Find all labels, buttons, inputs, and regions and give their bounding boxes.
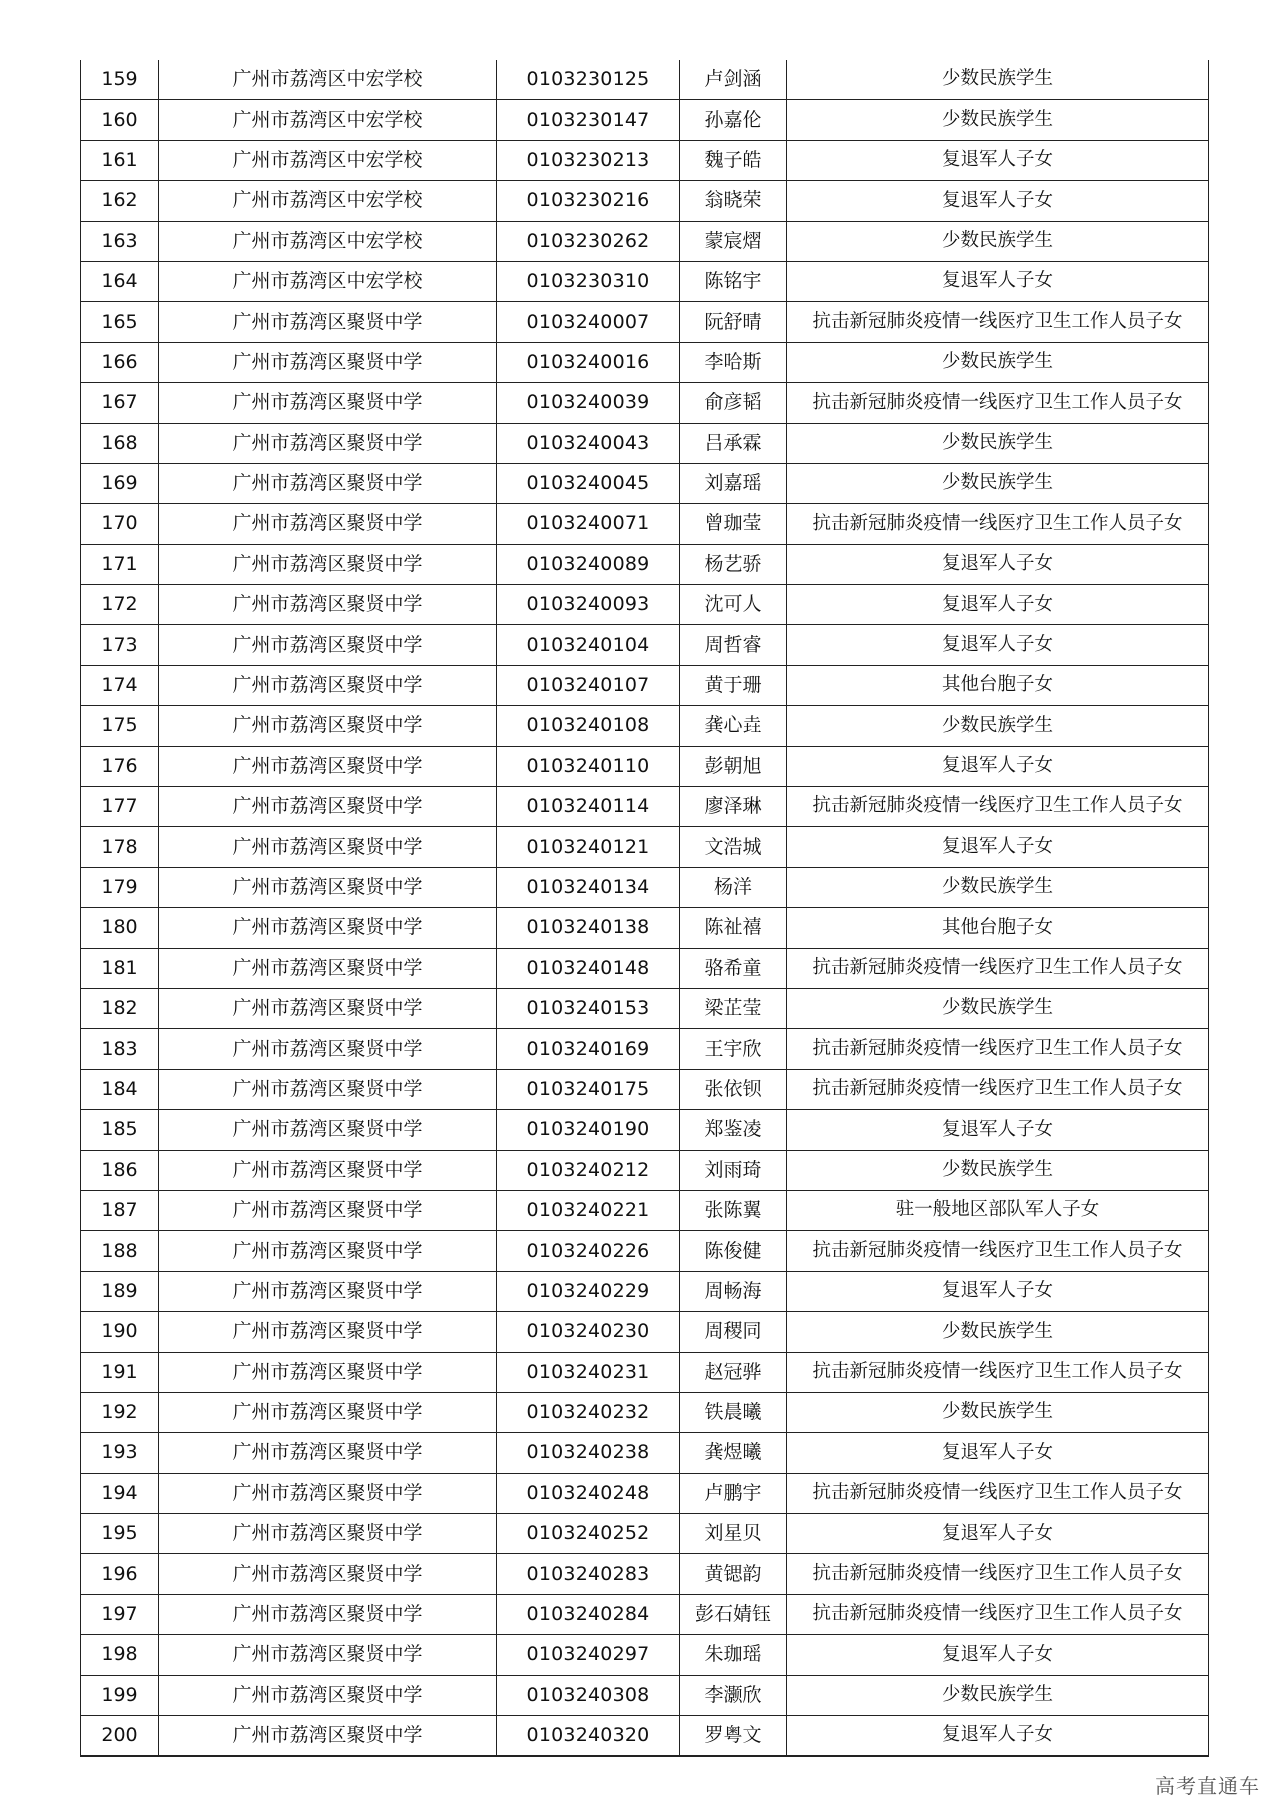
row-index-cell: 194	[81, 1473, 159, 1513]
student-name-cell: 彭石婧钰	[680, 1594, 787, 1634]
table-row	[81, 1554, 1209, 1594]
category-cell: 抗击新冠肺炎疫情一线医疗卫生工作人员子女	[787, 1352, 1209, 1392]
category-cell: 抗击新冠肺炎疫情一线医疗卫生工作人员子女	[787, 787, 1209, 827]
school-cell: 广州市荔湾区聚贤中学	[159, 463, 497, 503]
school-cell: 广州市荔湾区聚贤中学	[159, 1716, 497, 1757]
school-cell: 广州市荔湾区聚贤中学	[159, 665, 497, 705]
school-cell: 广州市荔湾区聚贤中学	[159, 1473, 497, 1513]
school-cell: 广州市荔湾区聚贤中学	[159, 908, 497, 948]
category-cell: 抗击新冠肺炎疫情一线医疗卫生工作人员子女	[787, 1473, 1209, 1513]
row-index-cell: 188	[81, 1231, 159, 1271]
school-cell: 广州市荔湾区中宏学校	[159, 60, 497, 100]
student-name-cell: 陈祉禧	[680, 908, 787, 948]
table-row	[81, 544, 1209, 584]
table-row	[81, 746, 1209, 786]
student-name-cell: 周畅海	[680, 1271, 787, 1311]
table-row	[81, 908, 1209, 948]
school-cell: 广州市荔湾区聚贤中学	[159, 1554, 497, 1594]
table-row	[81, 221, 1209, 261]
student-name-cell: 刘星贝	[680, 1514, 787, 1554]
category-cell: 抗击新冠肺炎疫情一线医疗卫生工作人员子女	[787, 1069, 1209, 1109]
table-row	[81, 625, 1209, 665]
category-cell: 其他台胞子女	[787, 908, 1209, 948]
exam-number-cell: 0103240190	[497, 1110, 680, 1150]
category-cell: 其他台胞子女	[787, 665, 1209, 705]
table-row	[81, 261, 1209, 301]
row-index-cell: 178	[81, 827, 159, 867]
exam-number-cell: 0103240134	[497, 867, 680, 907]
school-cell: 广州市荔湾区聚贤中学	[159, 302, 497, 342]
category-cell: 少数民族学生	[787, 423, 1209, 463]
school-cell: 广州市荔湾区聚贤中学	[159, 1110, 497, 1150]
exam-number-cell: 0103240175	[497, 1069, 680, 1109]
row-index-cell: 182	[81, 988, 159, 1028]
exam-number-cell: 0103240093	[497, 585, 680, 625]
school-cell: 广州市荔湾区聚贤中学	[159, 1069, 497, 1109]
table-row	[81, 988, 1209, 1028]
table-row	[81, 1675, 1209, 1715]
exam-number-cell: 0103240231	[497, 1352, 680, 1392]
exam-number-cell: 0103240107	[497, 665, 680, 705]
exam-number-cell: 0103230147	[497, 100, 680, 140]
exam-number-cell: 0103240308	[497, 1675, 680, 1715]
table-row	[81, 867, 1209, 907]
exam-number-cell: 0103240226	[497, 1231, 680, 1271]
school-cell: 广州市荔湾区聚贤中学	[159, 948, 497, 988]
table-row	[81, 423, 1209, 463]
table-row	[81, 1635, 1209, 1675]
table-row	[81, 665, 1209, 705]
row-index-cell: 197	[81, 1594, 159, 1634]
exam-number-cell: 0103240229	[497, 1271, 680, 1311]
exam-number-cell: 0103240232	[497, 1392, 680, 1432]
student-name-cell: 杨艺骄	[680, 544, 787, 584]
category-cell: 复退军人子女	[787, 827, 1209, 867]
school-cell: 广州市荔湾区聚贤中学	[159, 867, 497, 907]
student-name-cell: 文浩城	[680, 827, 787, 867]
row-index-cell: 168	[81, 423, 159, 463]
student-name-cell: 李哈斯	[680, 342, 787, 382]
exam-number-cell: 0103240248	[497, 1473, 680, 1513]
student-name-cell: 吕承霖	[680, 423, 787, 463]
school-cell: 广州市荔湾区聚贤中学	[159, 504, 497, 544]
roster-body	[81, 60, 1209, 1756]
category-cell: 复退军人子女	[787, 585, 1209, 625]
category-cell: 少数民族学生	[787, 706, 1209, 746]
row-index-cell: 159	[81, 60, 159, 100]
exam-number-cell: 0103240230	[497, 1312, 680, 1352]
table-row	[81, 342, 1209, 382]
table-row	[81, 181, 1209, 221]
exam-number-cell: 0103240252	[497, 1514, 680, 1554]
school-cell: 广州市荔湾区聚贤中学	[159, 342, 497, 382]
school-cell: 广州市荔湾区中宏学校	[159, 100, 497, 140]
student-name-cell: 杨洋	[680, 867, 787, 907]
exam-number-cell: 0103240110	[497, 746, 680, 786]
watermark-text: 高考直通车	[1155, 1774, 1260, 1798]
table-row	[81, 1150, 1209, 1190]
student-name-cell: 铁晨曦	[680, 1392, 787, 1432]
category-cell: 抗击新冠肺炎疫情一线医疗卫生工作人员子女	[787, 302, 1209, 342]
exam-number-cell: 0103230310	[497, 261, 680, 301]
table-row	[81, 1392, 1209, 1432]
category-cell: 抗击新冠肺炎疫情一线医疗卫生工作人员子女	[787, 1594, 1209, 1634]
table-row	[81, 1110, 1209, 1150]
table-row	[81, 1473, 1209, 1513]
category-cell: 抗击新冠肺炎疫情一线医疗卫生工作人员子女	[787, 1029, 1209, 1069]
student-roster-table	[80, 60, 1209, 1757]
row-index-cell: 165	[81, 302, 159, 342]
school-cell: 广州市荔湾区聚贤中学	[159, 1029, 497, 1069]
student-name-cell: 廖泽琳	[680, 787, 787, 827]
school-cell: 广州市荔湾区中宏学校	[159, 140, 497, 180]
table-row	[81, 827, 1209, 867]
category-cell: 复退军人子女	[787, 140, 1209, 180]
school-cell: 广州市荔湾区聚贤中学	[159, 1433, 497, 1473]
table-row	[81, 1352, 1209, 1392]
school-cell: 广州市荔湾区聚贤中学	[159, 1675, 497, 1715]
student-name-cell: 骆希童	[680, 948, 787, 988]
school-cell: 广州市荔湾区聚贤中学	[159, 827, 497, 867]
school-cell: 广州市荔湾区聚贤中学	[159, 1635, 497, 1675]
exam-number-cell: 0103240320	[497, 1716, 680, 1757]
student-name-cell: 翁晓荣	[680, 181, 787, 221]
row-index-cell: 160	[81, 100, 159, 140]
row-index-cell: 191	[81, 1352, 159, 1392]
row-index-cell: 200	[81, 1716, 159, 1757]
table-row	[81, 1190, 1209, 1230]
student-name-cell: 龚心垚	[680, 706, 787, 746]
category-cell: 少数民族学生	[787, 100, 1209, 140]
table-row	[81, 60, 1209, 100]
exam-number-cell: 0103230125	[497, 60, 680, 100]
table-row	[81, 1029, 1209, 1069]
exam-number-cell: 0103240297	[497, 1635, 680, 1675]
student-name-cell: 彭朝旭	[680, 746, 787, 786]
table-row	[81, 1312, 1209, 1352]
table-row	[81, 140, 1209, 180]
row-index-cell: 167	[81, 383, 159, 423]
row-index-cell: 195	[81, 1514, 159, 1554]
school-cell: 广州市荔湾区聚贤中学	[159, 544, 497, 584]
row-index-cell: 181	[81, 948, 159, 988]
table-row	[81, 585, 1209, 625]
row-index-cell: 174	[81, 665, 159, 705]
school-cell: 广州市荔湾区聚贤中学	[159, 625, 497, 665]
exam-number-cell: 0103230262	[497, 221, 680, 261]
row-index-cell: 198	[81, 1635, 159, 1675]
school-cell: 广州市荔湾区聚贤中学	[159, 1231, 497, 1271]
category-cell: 复退军人子女	[787, 261, 1209, 301]
student-name-cell: 朱珈瑶	[680, 1635, 787, 1675]
student-name-cell: 阮舒晴	[680, 302, 787, 342]
row-index-cell: 171	[81, 544, 159, 584]
row-index-cell: 172	[81, 585, 159, 625]
table-row	[81, 463, 1209, 503]
row-index-cell: 199	[81, 1675, 159, 1715]
student-name-cell: 赵冠骅	[680, 1352, 787, 1392]
student-name-cell: 陈铭宇	[680, 261, 787, 301]
row-index-cell: 187	[81, 1190, 159, 1230]
row-index-cell: 173	[81, 625, 159, 665]
exam-number-cell: 0103240043	[497, 423, 680, 463]
table-row	[81, 100, 1209, 140]
row-index-cell: 176	[81, 746, 159, 786]
category-cell: 少数民族学生	[787, 60, 1209, 100]
school-cell: 广州市荔湾区聚贤中学	[159, 423, 497, 463]
exam-number-cell: 0103240138	[497, 908, 680, 948]
exam-number-cell: 0103240212	[497, 1150, 680, 1190]
row-index-cell: 170	[81, 504, 159, 544]
row-index-cell: 189	[81, 1271, 159, 1311]
student-name-cell: 周哲睿	[680, 625, 787, 665]
table-row	[81, 1594, 1209, 1634]
row-index-cell: 190	[81, 1312, 159, 1352]
category-cell: 复退军人子女	[787, 181, 1209, 221]
exam-number-cell: 0103230216	[497, 181, 680, 221]
student-name-cell: 黄于珊	[680, 665, 787, 705]
school-cell: 广州市荔湾区聚贤中学	[159, 1271, 497, 1311]
school-cell: 广州市荔湾区聚贤中学	[159, 746, 497, 786]
row-index-cell: 184	[81, 1069, 159, 1109]
category-cell: 少数民族学生	[787, 867, 1209, 907]
exam-number-cell: 0103240221	[497, 1190, 680, 1230]
exam-number-cell: 0103240071	[497, 504, 680, 544]
student-name-cell: 俞彦韬	[680, 383, 787, 423]
school-cell: 广州市荔湾区聚贤中学	[159, 383, 497, 423]
exam-number-cell: 0103240108	[497, 706, 680, 746]
category-cell: 复退军人子女	[787, 1110, 1209, 1150]
school-cell: 广州市荔湾区中宏学校	[159, 221, 497, 261]
roster-sheet	[80, 60, 1208, 1757]
table-row	[81, 504, 1209, 544]
category-cell: 驻一般地区部队军人子女	[787, 1190, 1209, 1230]
student-name-cell: 龚煜曦	[680, 1433, 787, 1473]
row-index-cell: 166	[81, 342, 159, 382]
table-row	[81, 383, 1209, 423]
category-cell: 抗击新冠肺炎疫情一线医疗卫生工作人员子女	[787, 948, 1209, 988]
student-name-cell: 卢鹏宇	[680, 1473, 787, 1513]
student-name-cell: 曾珈莹	[680, 504, 787, 544]
row-index-cell: 192	[81, 1392, 159, 1432]
student-name-cell: 卢剑涵	[680, 60, 787, 100]
student-name-cell: 郑鉴凌	[680, 1110, 787, 1150]
category-cell: 复退军人子女	[787, 1716, 1209, 1757]
exam-number-cell: 0103240007	[497, 302, 680, 342]
school-cell: 广州市荔湾区聚贤中学	[159, 706, 497, 746]
school-cell: 广州市荔湾区聚贤中学	[159, 787, 497, 827]
exam-number-cell: 0103240238	[497, 1433, 680, 1473]
table-row	[81, 948, 1209, 988]
exam-number-cell: 0103240045	[497, 463, 680, 503]
school-cell: 广州市荔湾区聚贤中学	[159, 585, 497, 625]
category-cell: 复退军人子女	[787, 1433, 1209, 1473]
row-index-cell: 180	[81, 908, 159, 948]
table-row	[81, 1231, 1209, 1271]
category-cell: 少数民族学生	[787, 1392, 1209, 1432]
school-cell: 广州市荔湾区聚贤中学	[159, 1150, 497, 1190]
student-name-cell: 张依钡	[680, 1069, 787, 1109]
table-row	[81, 1433, 1209, 1473]
exam-number-cell: 0103240016	[497, 342, 680, 382]
student-name-cell: 周稷同	[680, 1312, 787, 1352]
row-index-cell: 193	[81, 1433, 159, 1473]
exam-number-cell: 0103240104	[497, 625, 680, 665]
category-cell: 抗击新冠肺炎疫情一线医疗卫生工作人员子女	[787, 1231, 1209, 1271]
student-name-cell: 刘嘉瑶	[680, 463, 787, 503]
school-cell: 广州市荔湾区聚贤中学	[159, 1352, 497, 1392]
table-row	[81, 1271, 1209, 1311]
school-cell: 广州市荔湾区聚贤中学	[159, 988, 497, 1028]
table-row	[81, 1514, 1209, 1554]
category-cell: 少数民族学生	[787, 1675, 1209, 1715]
category-cell: 复退军人子女	[787, 1635, 1209, 1675]
row-index-cell: 177	[81, 787, 159, 827]
student-name-cell: 梁芷莹	[680, 988, 787, 1028]
exam-number-cell: 0103230213	[497, 140, 680, 180]
school-cell: 广州市荔湾区聚贤中学	[159, 1514, 497, 1554]
category-cell: 抗击新冠肺炎疫情一线医疗卫生工作人员子女	[787, 1554, 1209, 1594]
student-name-cell: 黄锶韵	[680, 1554, 787, 1594]
student-name-cell: 陈俊健	[680, 1231, 787, 1271]
category-cell: 少数民族学生	[787, 1150, 1209, 1190]
exam-number-cell: 0103240148	[497, 948, 680, 988]
category-cell: 复退军人子女	[787, 1271, 1209, 1311]
row-index-cell: 175	[81, 706, 159, 746]
school-cell: 广州市荔湾区聚贤中学	[159, 1190, 497, 1230]
row-index-cell: 196	[81, 1554, 159, 1594]
school-cell: 广州市荔湾区聚贤中学	[159, 1594, 497, 1634]
exam-number-cell: 0103240114	[497, 787, 680, 827]
student-name-cell: 李灏欣	[680, 1675, 787, 1715]
exam-number-cell: 0103240284	[497, 1594, 680, 1634]
exam-number-cell: 0103240121	[497, 827, 680, 867]
table-row	[81, 302, 1209, 342]
category-cell: 少数民族学生	[787, 342, 1209, 382]
category-cell: 复退军人子女	[787, 544, 1209, 584]
table-row	[81, 787, 1209, 827]
exam-number-cell: 0103240153	[497, 988, 680, 1028]
table-row	[81, 1069, 1209, 1109]
category-cell: 少数民族学生	[787, 1312, 1209, 1352]
exam-number-cell: 0103240169	[497, 1029, 680, 1069]
school-cell: 广州市荔湾区聚贤中学	[159, 1312, 497, 1352]
row-index-cell: 169	[81, 463, 159, 503]
exam-number-cell: 0103240283	[497, 1554, 680, 1594]
student-name-cell: 张陈翼	[680, 1190, 787, 1230]
category-cell: 抗击新冠肺炎疫情一线医疗卫生工作人员子女	[787, 504, 1209, 544]
row-index-cell: 161	[81, 140, 159, 180]
exam-number-cell: 0103240089	[497, 544, 680, 584]
category-cell: 复退军人子女	[787, 1514, 1209, 1554]
student-name-cell: 沈可人	[680, 585, 787, 625]
school-cell: 广州市荔湾区聚贤中学	[159, 1392, 497, 1432]
student-name-cell: 刘雨琦	[680, 1150, 787, 1190]
category-cell: 复退军人子女	[787, 746, 1209, 786]
category-cell: 少数民族学生	[787, 463, 1209, 503]
row-index-cell: 183	[81, 1029, 159, 1069]
category-cell: 少数民族学生	[787, 988, 1209, 1028]
row-index-cell: 186	[81, 1150, 159, 1190]
exam-number-cell: 0103240039	[497, 383, 680, 423]
row-index-cell: 163	[81, 221, 159, 261]
category-cell: 少数民族学生	[787, 221, 1209, 261]
row-index-cell: 164	[81, 261, 159, 301]
category-cell: 抗击新冠肺炎疫情一线医疗卫生工作人员子女	[787, 383, 1209, 423]
school-cell: 广州市荔湾区中宏学校	[159, 181, 497, 221]
table-row	[81, 1716, 1209, 1757]
school-cell: 广州市荔湾区中宏学校	[159, 261, 497, 301]
student-name-cell: 魏子皓	[680, 140, 787, 180]
student-name-cell: 蒙宸熠	[680, 221, 787, 261]
row-index-cell: 162	[81, 181, 159, 221]
student-name-cell: 罗粤文	[680, 1716, 787, 1757]
student-name-cell: 孙嘉伦	[680, 100, 787, 140]
student-name-cell: 王宇欣	[680, 1029, 787, 1069]
row-index-cell: 179	[81, 867, 159, 907]
row-index-cell: 185	[81, 1110, 159, 1150]
table-row	[81, 706, 1209, 746]
category-cell: 复退军人子女	[787, 625, 1209, 665]
